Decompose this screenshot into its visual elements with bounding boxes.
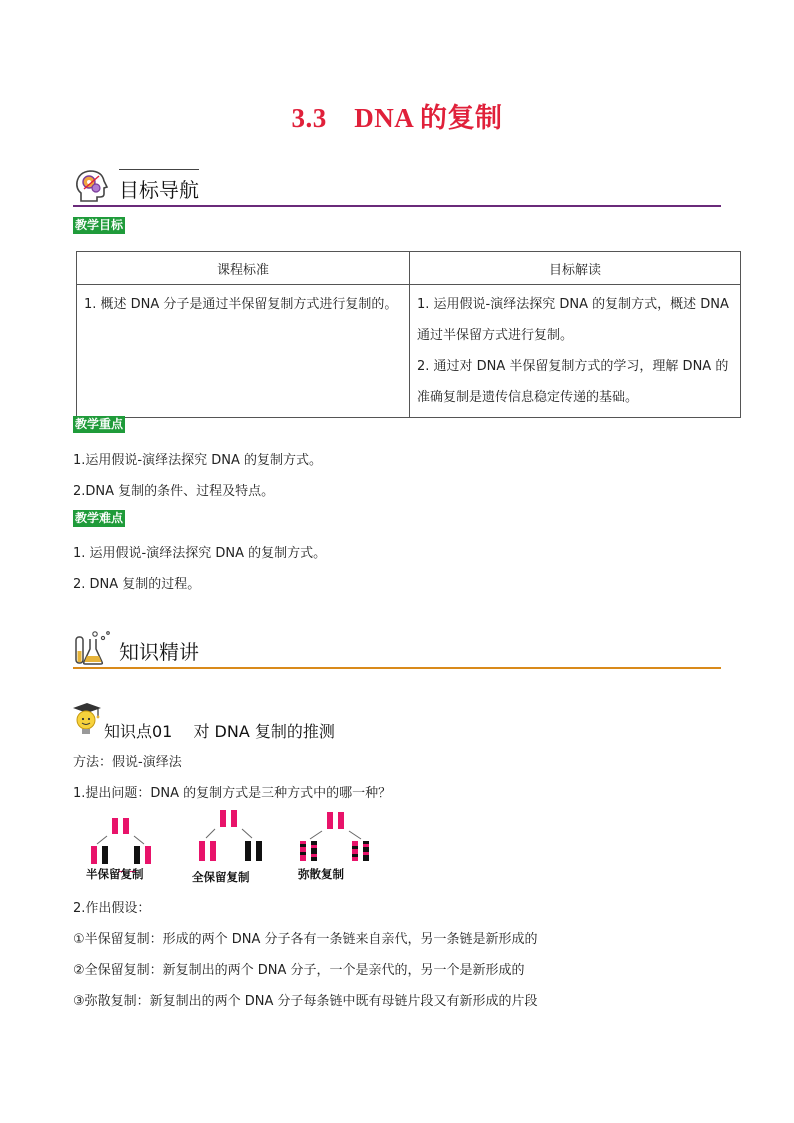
dispersive-model — [300, 812, 369, 861]
section-heading: 目标导航 — [119, 178, 199, 202]
key-point-2: 2.DNA 复制的条件、过程及特点。 — [73, 484, 275, 499]
hypothesis-item-1: ①半保留复制：形成的两个 DNA 分子各有一条链来自亲代，另一条链是新形成的 — [73, 932, 538, 947]
tag-teaching-goals: 教学目标 — [75, 218, 124, 232]
lab-flask-icon — [73, 629, 113, 667]
label-conservative: 全保留复制 — [192, 870, 250, 884]
replication-diagram — [82, 808, 382, 872]
method-line: 方法：假说-演绎法 — [73, 755, 182, 770]
conservative-model — [199, 810, 262, 861]
table-header-interpretation: 目标解读 — [410, 252, 741, 285]
interpretation-cell — [410, 285, 741, 418]
goals-table — [76, 251, 741, 418]
page-title: 3.3 DNA 的复制 — [291, 103, 503, 133]
difficult-point-1: 1. 运用假说-演绎法探究 DNA 的复制方式。 — [73, 546, 327, 561]
label-dispersive: 弥散复制 — [298, 867, 344, 881]
section-header-goals — [73, 167, 721, 207]
hypothesis-item-2: ②全保留复制：新复制出的两个 DNA 分子，一个是亲代的，另一个是新形成的 — [73, 963, 525, 978]
hypothesis-heading: 2.作出假设： — [73, 901, 151, 916]
standard-item: 1. 概述 DNA 分子是通过半保留复制方式进行复制的。 — [84, 297, 398, 312]
question-line: 1.提出问题：DNA 的复制方式是三种方式中的哪一种？ — [73, 786, 392, 801]
interpretation-item-1: 1. 运用假说-演绎法探究 DNA 的复制方式，概述 DNA 通过半保留方式进行复制。 — [417, 297, 729, 343]
replication-models-figure — [82, 808, 382, 886]
standard-cell — [77, 285, 410, 418]
knowledge-point-title: 知识点01 对 DNA 复制的推测 — [104, 722, 335, 741]
graduate-bulb-icon — [71, 701, 103, 737]
brain-gears-icon — [73, 167, 113, 205]
difficult-point-2: 2. DNA 复制的过程。 — [73, 577, 201, 592]
hypothesis-item-3: ③弥散复制：新复制出的两个 DNA 分子每条链中既有母链片段又有新形成的片段 — [73, 994, 538, 1009]
table-header-standard: 课程标准 — [77, 252, 410, 285]
section-header-knowledge — [73, 629, 721, 669]
label-semi-conservative: 半保留复制 — [86, 867, 144, 881]
tag-key-points: 教学重点 — [75, 417, 124, 431]
key-point-1: 1.运用假说-演绎法探究 DNA 的复制方式。 — [73, 453, 322, 468]
section-heading: 知识精讲 — [119, 640, 199, 664]
tag-difficult-points: 教学难点 — [75, 511, 124, 525]
interpretation-item-2: 2. 通过对 DNA 半保留复制方式的学习，理解 DNA 的准确复制是遗传信息稳定传递的基础。 — [417, 359, 729, 405]
semi-conservative-model — [91, 818, 151, 864]
